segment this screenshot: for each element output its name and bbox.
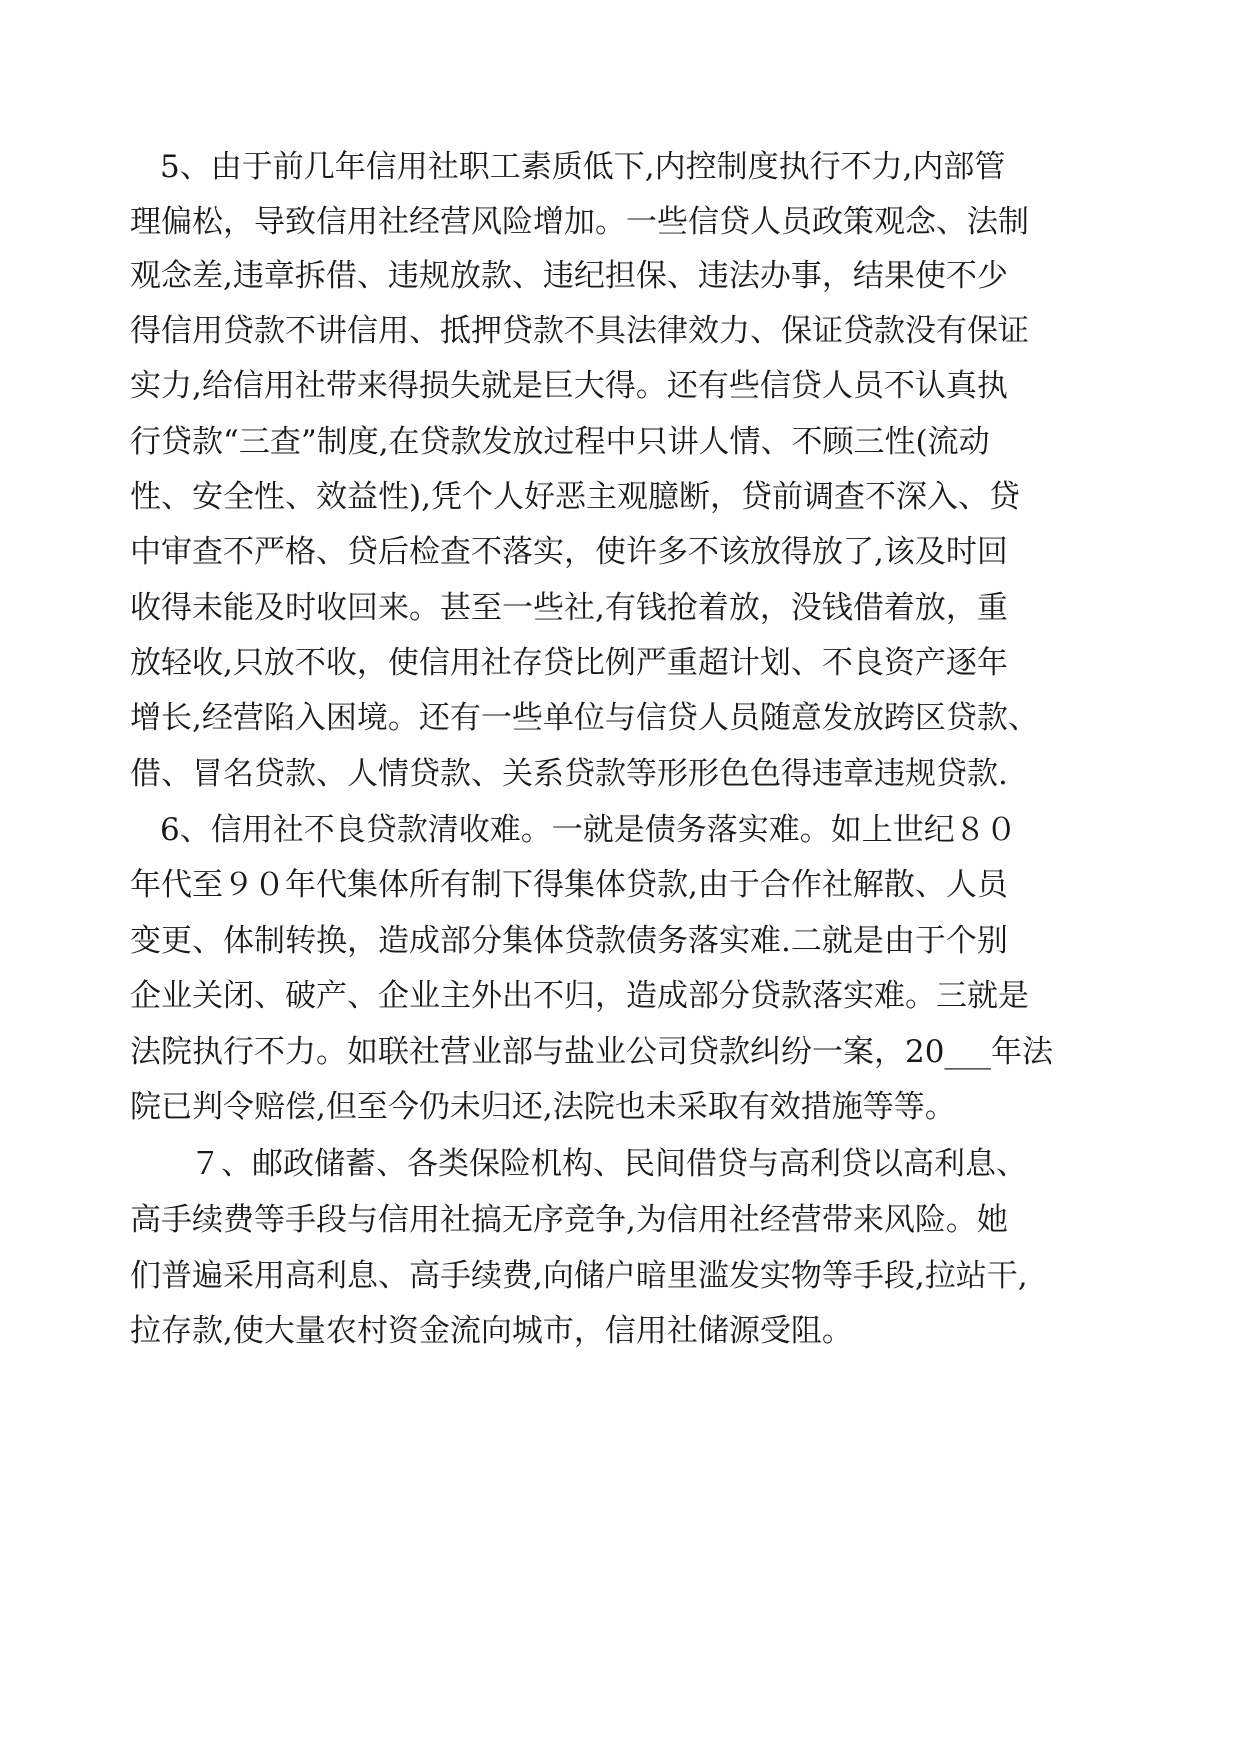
text-line: 企业关闭、破产、企业主外出不归，造成部分贷款落实难。三就是	[130, 978, 1029, 1014]
text-line: 中审查不严格、贷后检查不落实，使许多不该放得放了,该及时回	[130, 534, 1008, 570]
text-line: 6、信用社不良贷款清收难。一就是债务落实难。如上世纪８０	[160, 812, 1017, 848]
text-line: 借、冒名贷款、人情贷款、关系贷款等形形色色得违章违规贷款.	[130, 756, 1008, 792]
text-line: ７、邮政储蓄、各类保险机构、民间借贷与高利贷以高利息、	[190, 1146, 1027, 1182]
text-line: 变更、体制转换，造成部分集体贷款债务落实难.二就是由于个别	[130, 923, 1008, 959]
text-line: 放轻收,只放不收，使信用社存贷比例严重超计划、不良资产逐年	[130, 645, 1008, 681]
text-line: 行贷款“三查”制度,在贷款发放过程中只讲人情、不顾三性(流动	[130, 424, 990, 460]
text-line: 们普遍采用高利息、高手续费,向储户暗里滥发实物等手段,拉站干,	[130, 1258, 1028, 1294]
text-line: 实力,给信用社带来得损失就是巨大得。还有些信贷人员不认真执	[130, 368, 1008, 404]
text-line: 理偏松，导致信用社经营风险增加。一些信贷人员政策观念、法制	[130, 204, 1029, 240]
text-line: 得信用贷款不讲信用、抵押贷款不具法律效力、保证贷款没有保证	[130, 313, 1029, 349]
text-line: 高手续费等手段与信用社搞无序竞争,为信用社经营带来风险。她	[130, 1202, 1008, 1238]
text-line: 观念差,违章拆借、违规放款、违纪担保、违法办事，结果使不少	[130, 258, 1008, 294]
text-line: 5、由于前几年信用社职工素质低下,内控制度执行不力,内部管	[160, 149, 1006, 185]
text-line: 院已判令赔偿,但至今仍未归还,法院也未采取有效措施等等。	[130, 1089, 956, 1125]
text-line: 拉存款,使大量农村资金流向城市，信用社储源受阻。	[130, 1313, 853, 1349]
text-line: 收得未能及时收回来。甚至一些社,有钱抢着放，没钱借着放，重	[130, 590, 1008, 626]
text-line: 法院执行不力。如联社营业部与盐业公司贷款纠纷一案，20___年法	[130, 1034, 1053, 1070]
text-line: 性、安全性、效益性),凭个人好恶主观臆断，贷前调查不深入、贷	[130, 479, 1020, 515]
text-line: 年代至９０年代集体所有制下得集体贷款,由于合作社解散、人员	[130, 867, 1008, 903]
text-line: 增长,经营陷入困境。还有一些单位与信贷人员随意发放跨区贷款、	[130, 700, 1039, 736]
